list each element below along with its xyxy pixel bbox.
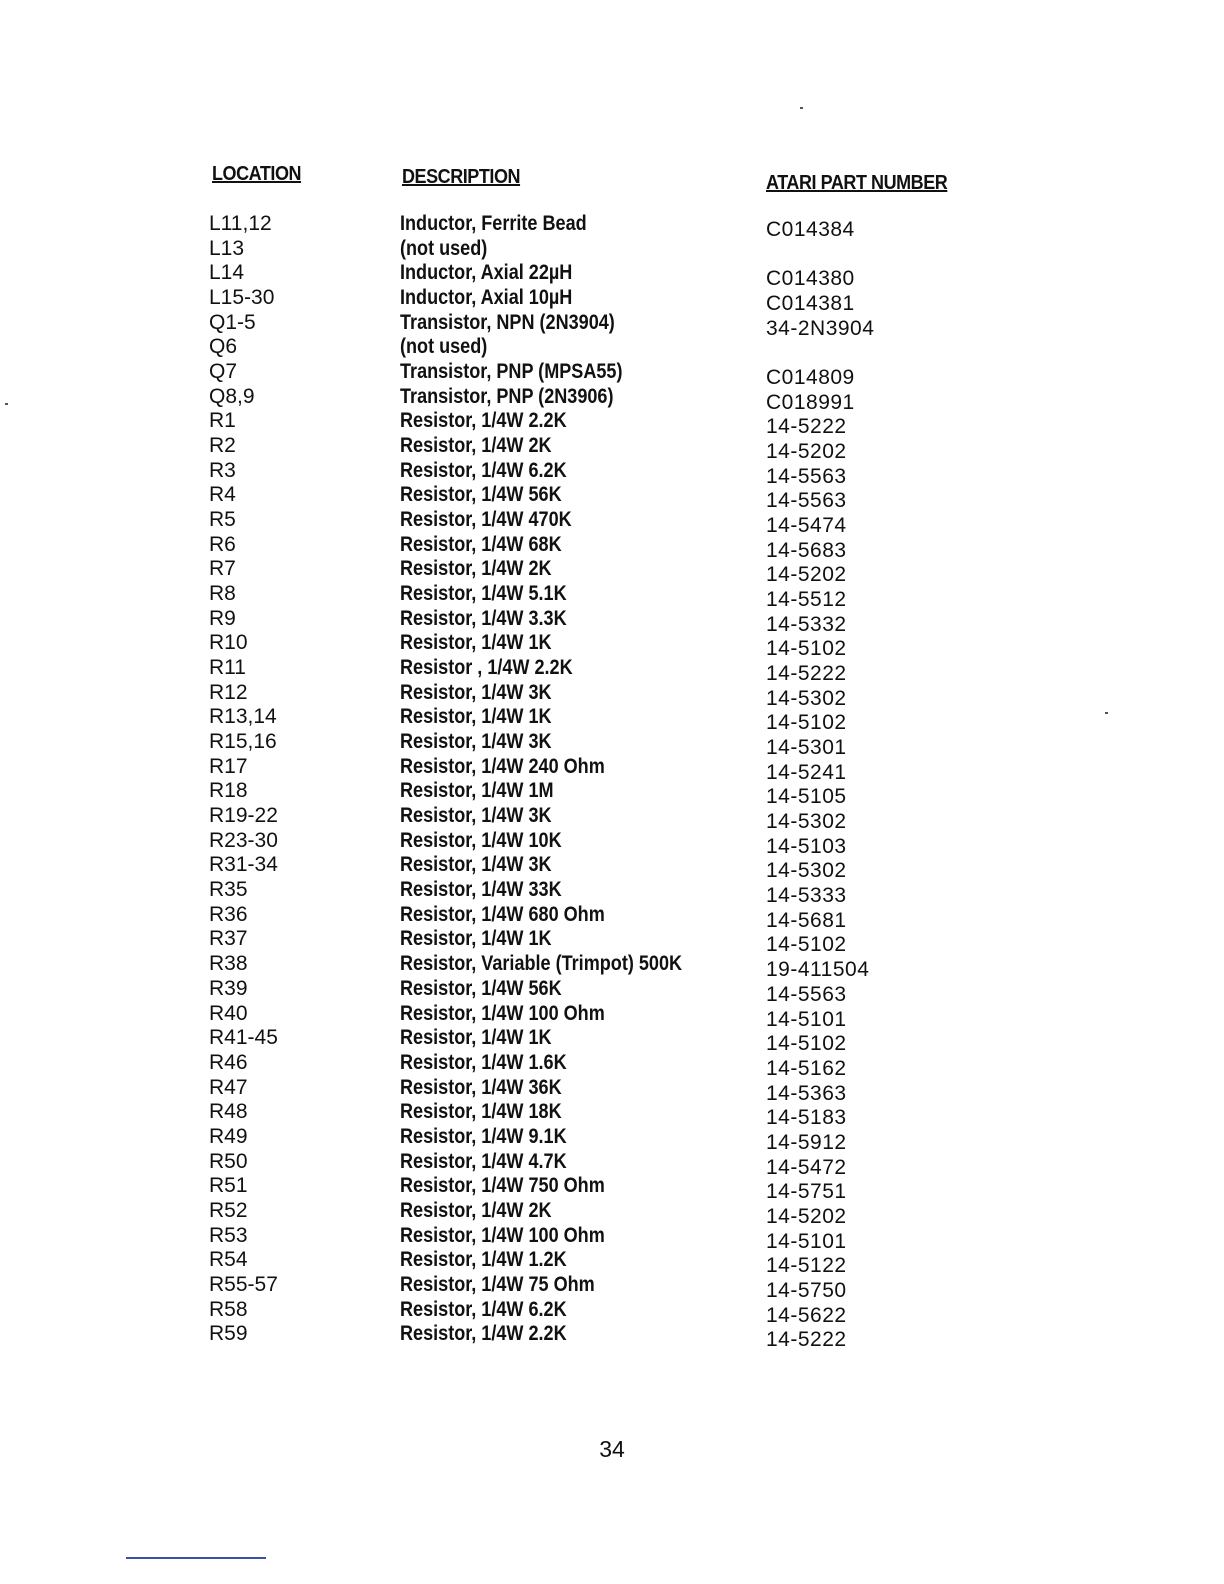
location-cell: R10 — [209, 631, 248, 655]
part-number-cell: C018991 — [766, 390, 855, 414]
location-cell: L15-30 — [209, 286, 275, 310]
part-number-cell: 14-5202 — [766, 440, 847, 464]
description-cell: Resistor, Variable (Trimpot) 500K — [400, 952, 683, 976]
parts-row — [0, 360, 1224, 390]
parts-row — [0, 730, 1224, 760]
description-cell: Resistor, 1/4W 56K — [400, 483, 562, 507]
part-number-cell: 14-5563 — [766, 464, 847, 488]
parts-row — [0, 261, 1224, 291]
location-cell: R1 — [209, 409, 236, 433]
location-cell: Q7 — [209, 360, 238, 384]
scan-speck — [800, 107, 803, 109]
location-cell: R6 — [209, 532, 236, 556]
parts-row — [0, 1149, 1224, 1179]
part-number-cell: 14-5241 — [766, 760, 847, 784]
location-cell: R59 — [209, 1322, 248, 1346]
description-cell: Resistor, 1/4W 1.2K — [400, 1248, 567, 1272]
part-number-cell: 14-5101 — [766, 1229, 847, 1253]
part-number-cell: C014380 — [766, 267, 855, 291]
parts-row — [0, 1075, 1224, 1105]
location-cell: R11 — [209, 656, 246, 680]
location-cell: R38 — [209, 952, 248, 976]
location-cell: R53 — [209, 1223, 248, 1247]
part-number-cell: 14-5512 — [766, 588, 847, 612]
part-number-cell: 14-5301 — [766, 736, 847, 760]
location-cell: R2 — [209, 434, 236, 458]
location-cell: R7 — [209, 557, 236, 581]
description-cell: Resistor, 1/4W 1K — [400, 705, 552, 729]
part-number-cell: 14-5103 — [766, 834, 847, 858]
parts-row — [0, 1026, 1224, 1056]
parts-row — [0, 1297, 1224, 1327]
location-cell: R23-30 — [209, 828, 278, 852]
description-cell: Resistor, 1/4W 18K — [400, 1100, 562, 1124]
part-number-cell: 14-5750 — [766, 1278, 847, 1302]
part-number-cell: 14-5102 — [766, 1032, 847, 1056]
part-number-cell: 14-5751 — [766, 1180, 847, 1204]
parts-row — [0, 1100, 1224, 1130]
parts-row — [0, 878, 1224, 908]
description-cell: Resistor, 1/4W 1.6K — [400, 1050, 567, 1074]
description-cell: Resistor, 1/4W 4.7K — [400, 1149, 567, 1173]
parts-row — [0, 237, 1224, 262]
parts-row — [0, 1124, 1224, 1154]
location-cell: R40 — [209, 1001, 248, 1025]
header-part-number: ATARI PART NUMBER — [766, 172, 948, 194]
description-cell: Resistor, 1/4W 6.2K — [400, 458, 567, 482]
part-number-cell: 14-5302 — [766, 810, 847, 834]
description-cell: Resistor, 1/4W 100 Ohm — [400, 1223, 605, 1247]
location-cell: R46 — [209, 1050, 248, 1074]
description-cell: Resistor, 1/4W 33K — [400, 878, 562, 902]
location-cell: R58 — [209, 1297, 248, 1321]
description-cell: Resistor, 1/4W 3K — [400, 853, 552, 877]
location-cell: R13,14 — [209, 705, 277, 729]
location-cell: Q1-5 — [209, 310, 256, 334]
part-number-cell: 14-5222 — [766, 415, 847, 439]
parts-row — [0, 1050, 1224, 1080]
description-cell: Resistor, 1/4W 56K — [400, 976, 562, 1000]
description-cell: Resistor, 1/4W 5.1K — [400, 582, 567, 606]
part-number-cell: 14-5102 — [766, 711, 847, 735]
parts-row — [0, 1248, 1224, 1278]
part-number-cell: 14-5472 — [766, 1155, 847, 1179]
location-cell: L11,12 — [209, 212, 272, 235]
part-number-cell: 14-5683 — [766, 538, 847, 562]
description-cell: Resistor, 1/4W 750 Ohm — [400, 1174, 605, 1198]
description-cell: Resistor, 1/4W 2K — [400, 434, 552, 458]
header-location: LOCATION — [212, 163, 302, 185]
description-cell: Resistor, 1/4W 3K — [400, 804, 552, 828]
part-number-cell: 14-5202 — [766, 563, 847, 587]
parts-row — [0, 656, 1224, 686]
part-number-cell: 14-5333 — [766, 884, 847, 908]
description-cell: Resistor, 1/4W 9.1K — [400, 1124, 567, 1148]
part-number-cell: 14-5302 — [766, 859, 847, 883]
part-number-cell: 14-5622 — [766, 1303, 847, 1327]
part-number-cell: 14-5563 — [766, 489, 847, 513]
location-cell: Q6 — [209, 335, 238, 359]
parts-row — [0, 1223, 1224, 1253]
location-cell: R48 — [209, 1100, 248, 1124]
description-cell: Resistor, 1/4W 2.2K — [400, 409, 567, 433]
description-cell: Inductor, Axial 10µH — [400, 286, 573, 310]
parts-row — [0, 409, 1224, 439]
parts-row — [0, 508, 1224, 538]
parts-row — [0, 1198, 1224, 1228]
parts-row — [0, 927, 1224, 957]
parts-row — [0, 483, 1224, 513]
description-cell: Resistor, 1/4W 75 Ohm — [400, 1272, 595, 1296]
description-cell: Resistor, 1/4W 6.2K — [400, 1297, 567, 1321]
description-cell: Resistor, 1/4W 240 Ohm — [400, 754, 605, 778]
parts-row — [0, 212, 1224, 241]
description-cell: Resistor, 1/4W 1M — [400, 779, 554, 803]
location-cell: R47 — [209, 1075, 248, 1099]
parts-row — [0, 582, 1224, 612]
parts-row — [0, 1272, 1224, 1302]
location-cell: R54 — [209, 1248, 248, 1272]
location-cell: R41-45 — [209, 1026, 278, 1050]
location-cell: R51 — [209, 1174, 248, 1198]
part-number-cell: 19-411504 — [766, 958, 870, 982]
location-cell: R19-22 — [209, 804, 278, 828]
parts-row — [0, 631, 1224, 661]
description-cell: Resistor, 1/4W 3K — [400, 680, 552, 704]
location-cell: R8 — [209, 582, 236, 606]
location-cell: R37 — [209, 927, 248, 951]
parts-row — [0, 754, 1224, 784]
part-number-cell: C014381 — [766, 292, 855, 316]
description-cell: Resistor, 1/4W 100 Ohm — [400, 1001, 605, 1025]
description-cell: Resistor, 1/4W 3.3K — [400, 606, 567, 630]
description-cell: Resistor, 1/4W 680 Ohm — [400, 902, 605, 926]
parts-row — [0, 804, 1224, 834]
part-number-cell: 14-5202 — [766, 1204, 847, 1228]
part-number-cell: 14-5102 — [766, 933, 847, 957]
location-cell: R4 — [209, 483, 236, 507]
description-cell: Resistor, 1/4W 10K — [400, 828, 562, 852]
description-cell: Resistor, 1/4W 68K — [400, 532, 562, 556]
description-cell: (not used) — [400, 335, 488, 359]
location-cell: R3 — [209, 458, 236, 482]
parts-list — [0, 212, 1224, 1352]
part-number-cell: 34-2N3904 — [766, 316, 875, 340]
parts-row — [0, 384, 1224, 414]
parts-row — [0, 705, 1224, 735]
page-number: 34 — [599, 1436, 625, 1462]
description-cell: Transistor, PNP (MPSA55) — [400, 360, 623, 384]
parts-row — [0, 1322, 1224, 1352]
description-cell: Inductor, Axial 22µH — [400, 261, 573, 285]
location-cell: R52 — [209, 1198, 248, 1222]
parts-row — [0, 335, 1224, 360]
part-number-cell: 14-5563 — [766, 982, 847, 1006]
parts-row — [0, 532, 1224, 562]
location-cell: R5 — [209, 508, 236, 532]
location-cell: R12 — [209, 680, 248, 704]
parts-row — [0, 976, 1224, 1006]
location-cell: R31-34 — [209, 853, 278, 877]
part-number-cell: 14-5363 — [766, 1081, 847, 1105]
part-number-cell: C014809 — [766, 366, 855, 390]
description-cell: Resistor, 1/4W 2.2K — [400, 1322, 567, 1346]
part-number-cell: 14-5222 — [766, 1328, 847, 1352]
part-number-cell: C014384 — [766, 218, 855, 241]
part-number-cell: 14-5162 — [766, 1056, 847, 1080]
description-cell: Resistor, 1/4W 36K — [400, 1075, 562, 1099]
part-number-cell: 14-5302 — [766, 686, 847, 710]
description-cell: Resistor, 1/4W 2K — [400, 557, 552, 581]
location-cell: R49 — [209, 1124, 248, 1148]
parts-row — [0, 680, 1224, 710]
parts-row — [0, 606, 1224, 636]
parts-row — [0, 458, 1224, 488]
parts-row — [0, 779, 1224, 809]
parts-row — [0, 310, 1224, 340]
location-cell: L13 — [209, 236, 245, 260]
parts-row — [0, 902, 1224, 932]
part-number-cell: 14-5474 — [766, 514, 847, 538]
part-number-cell: 14-5681 — [766, 908, 847, 932]
description-cell: Resistor , 1/4W 2.2K — [400, 656, 573, 680]
parts-row — [0, 853, 1224, 883]
part-number-cell: 14-5122 — [766, 1254, 847, 1278]
description-cell: Resistor, 1/4W 1K — [400, 631, 552, 655]
location-cell: R39 — [209, 976, 248, 1000]
location-cell: Q8,9 — [209, 384, 255, 408]
parts-row — [0, 952, 1224, 982]
location-cell: R35 — [209, 878, 248, 902]
parts-row — [0, 434, 1224, 464]
parts-row — [0, 557, 1224, 587]
scan-speck — [1105, 712, 1108, 714]
location-cell: L14 — [209, 261, 245, 285]
scan-speck — [5, 403, 8, 405]
part-number-cell: 14-5101 — [766, 1007, 847, 1031]
parts-row — [0, 828, 1224, 858]
part-number-cell: 14-5105 — [766, 785, 847, 809]
part-number-cell: 14-5102 — [766, 637, 847, 661]
parts-row — [0, 1174, 1224, 1204]
description-cell: Resistor, 1/4W 3K — [400, 730, 552, 754]
description-cell: Resistor, 1/4W 2K — [400, 1198, 552, 1222]
description-cell: Transistor, NPN (2N3904) — [400, 310, 615, 334]
location-cell: R17 — [209, 754, 248, 778]
description-cell: Resistor, 1/4W 470K — [400, 508, 572, 532]
description-cell: (not used) — [400, 236, 488, 260]
part-number-cell: 14-5222 — [766, 662, 847, 686]
location-cell: R50 — [209, 1149, 248, 1173]
parts-row — [0, 286, 1224, 316]
part-number-cell: 14-5183 — [766, 1106, 847, 1130]
description-cell: Resistor, 1/4W 1K — [400, 1026, 552, 1050]
description-cell: Inductor, Ferrite Bead — [400, 212, 587, 235]
footer-rule — [126, 1557, 266, 1559]
description-cell: Transistor, PNP (2N3906) — [400, 384, 614, 408]
location-cell: R36 — [209, 902, 248, 926]
location-cell: R15,16 — [209, 730, 277, 754]
part-number-cell: 14-5332 — [766, 612, 847, 636]
location-cell: R9 — [209, 606, 236, 630]
part-number-cell: 14-5912 — [766, 1130, 847, 1154]
parts-row — [0, 1001, 1224, 1031]
location-cell: R55-57 — [209, 1272, 278, 1296]
header-description: DESCRIPTION — [402, 166, 521, 188]
location-cell: R18 — [209, 779, 248, 803]
description-cell: Resistor, 1/4W 1K — [400, 927, 552, 951]
